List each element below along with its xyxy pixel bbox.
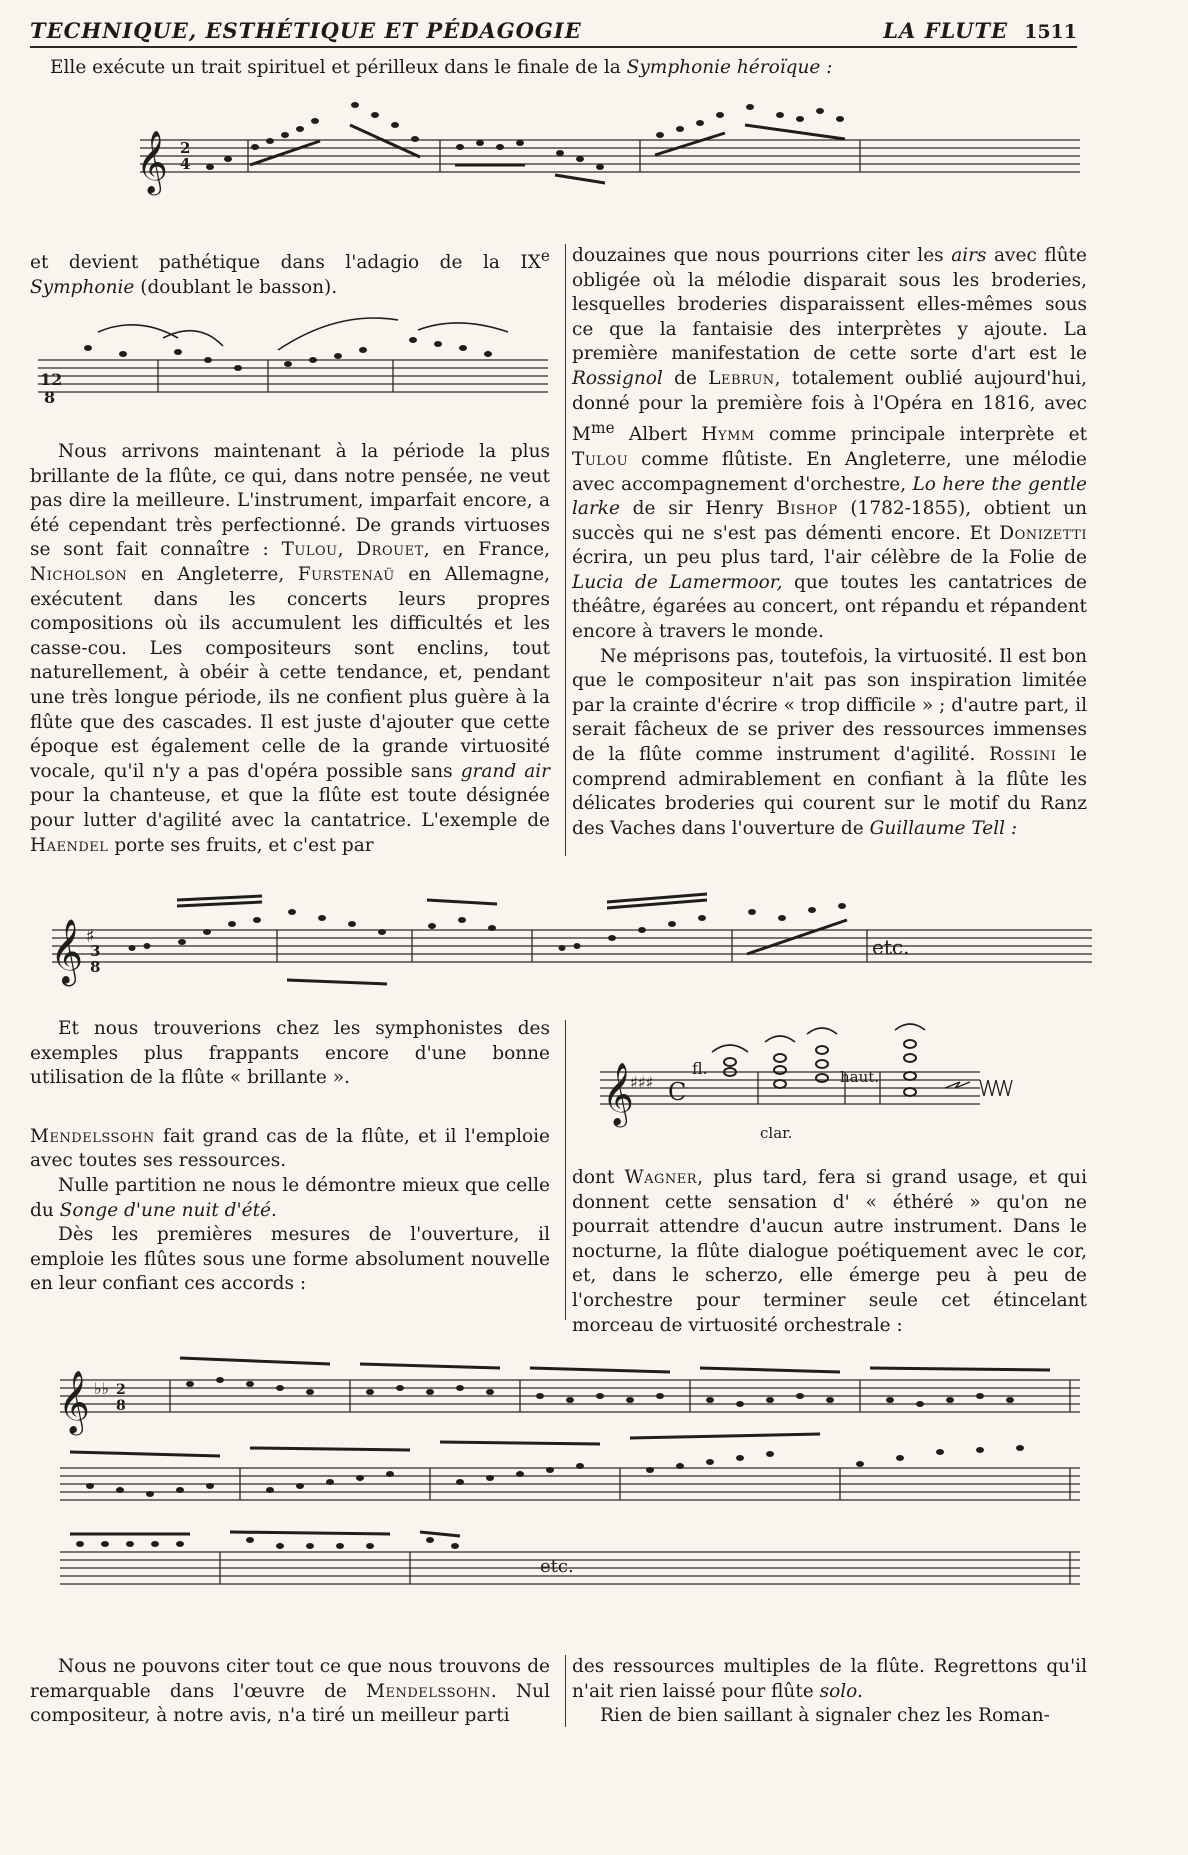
text-run: Mendelssohn (366, 1680, 491, 1702)
note-head (904, 1072, 916, 1080)
music-line (655, 133, 725, 155)
music-line (630, 1434, 820, 1438)
text-run: Dès les premières mesures de l'ouverture, il emploie les flûtes sous une forme absolument nouvelle en leur confiant ces accords : (30, 1224, 550, 1295)
note-head (378, 929, 386, 935)
staff-1 (58, 1370, 1080, 1436)
etc-label-2: etc. (540, 1556, 574, 1577)
text-run: Furstenaü (297, 563, 395, 585)
note-head (916, 1401, 924, 1407)
note-head (306, 1543, 314, 1549)
chapter-title: LA FLUTE (883, 18, 1009, 43)
staff-lines (38, 360, 548, 392)
column-divider-mid (565, 1020, 566, 1320)
note-head (826, 1397, 834, 1403)
note-head (296, 126, 304, 132)
music-line (700, 1368, 840, 1372)
text-run: me (590, 419, 615, 438)
text-run: , (337, 539, 357, 561)
note-head (126, 1541, 134, 1547)
note-head (574, 943, 581, 949)
key-signature: ♯♯♯ (630, 1073, 654, 1092)
text-run: Et nous trouverions chez les symphonistes des exemples plus frappants encore d'une bonne utilisation de la flûte « brillante ». (30, 1018, 550, 1089)
note-head (774, 1080, 786, 1088)
note-head (426, 1537, 434, 1543)
slur (895, 1024, 925, 1030)
flute-label: fl. (692, 1059, 708, 1078)
note-head (76, 1541, 84, 1547)
intro-text: Elle exécute un trait spirituel et périlleux dans le finale de la (50, 57, 627, 78)
note-head (596, 1393, 604, 1399)
note-head (86, 1483, 94, 1489)
note-head (356, 1475, 364, 1481)
note-head (351, 102, 359, 108)
note-head (886, 1397, 894, 1403)
note-head (576, 1463, 584, 1469)
note-head (204, 357, 212, 363)
text-run: que toutes les cantatrices de théâtre, égarées au concert, ont répandu et répandent encore à travers le monde. (572, 571, 1088, 643)
text-run: Hymm (701, 424, 755, 446)
note-head (456, 144, 464, 150)
note-head (309, 357, 317, 363)
note-head (724, 1058, 736, 1066)
text-run: Albert (614, 424, 702, 446)
text-run: écrira, un peu plus tard, l'air célèbre de la Folie de (572, 547, 1087, 569)
note-head (748, 909, 756, 915)
note-head (186, 1381, 194, 1387)
note-head (251, 144, 259, 150)
text-run: Rossini (989, 744, 1057, 766)
text-run: en Angleterre, (127, 563, 298, 585)
music-line (230, 1532, 390, 1534)
note-head (371, 112, 379, 118)
note-head (646, 1467, 654, 1473)
text-run: le comprend admirablement en confiant à la flûte les délicates broderies qui courent sur le motif du Ranz des Vaches dans l'ouverture de (572, 744, 1087, 839)
text-run: avec flûte obligée où la mélodie disparait sous les broderies, lesquelles broderies disparaissent elles-mêmes sous ce que la fantaisie des interprètes y ajoute. La première manifestation de cette sorte d'art est le (572, 245, 1087, 365)
paragraph (572, 645, 1087, 842)
note-head (736, 1401, 744, 1407)
note-head (246, 1537, 254, 1543)
note-head (656, 132, 664, 138)
time-sig-top: 12 (40, 370, 63, 389)
note-head (266, 138, 274, 144)
note-head (516, 140, 524, 146)
slur (418, 323, 508, 332)
notes (76, 1377, 1024, 1549)
music-line (250, 1448, 410, 1450)
note-head (936, 1449, 944, 1455)
text-run: dont (572, 1167, 625, 1188)
paragraph (30, 1174, 550, 1223)
paragraph (572, 1166, 1087, 1338)
note-head (334, 353, 342, 359)
note-head (146, 1491, 154, 1497)
music-line (420, 1532, 460, 1536)
intro-line (50, 56, 1080, 81)
text-run: Nous arrivons maintenant à la période la plus brillante de la flûte, ce qui, dans notre pensée, ne veut pas dire la meilleure. L'instrument, imparfait encore, a été cependant très perfectionné. De grands virtuoses se sont fait connaître : (30, 441, 550, 561)
staff-lines (140, 140, 1080, 172)
common-time: C (668, 1078, 687, 1106)
note-head (559, 945, 566, 951)
note-head (556, 150, 564, 156)
column-divider-top (565, 244, 566, 856)
note-head (488, 925, 496, 931)
music-line (287, 980, 387, 984)
note-head (596, 164, 604, 170)
note-head (459, 345, 467, 351)
text-run: Bishop (776, 498, 838, 520)
paragraph (30, 1125, 550, 1174)
note-head (284, 361, 292, 367)
text-run: Tulou (281, 539, 338, 561)
note-head (396, 1385, 404, 1391)
superscript: e (540, 247, 550, 265)
note-head (796, 116, 804, 122)
note-head (576, 156, 584, 162)
note-head (546, 1467, 554, 1473)
music-line (360, 1364, 500, 1368)
note-head (706, 1459, 714, 1465)
note-head (366, 1543, 374, 1549)
text-run: Lo here the gentle larke (572, 473, 1087, 520)
note-head (101, 1541, 109, 1547)
text-run: douzaines que nous pourrions citer les (572, 245, 952, 266)
paragraph (30, 1655, 550, 1729)
music-example-chords (600, 1030, 1080, 1150)
text-run: Mendelssohn (30, 1125, 155, 1147)
note-head (656, 1393, 664, 1399)
text-run: Wagner (624, 1167, 698, 1188)
treble-clef: 𝄞 (50, 919, 84, 984)
slur (807, 1028, 837, 1034)
paragraph (30, 244, 550, 300)
symphony-title: Symphonie héroïque : (626, 57, 833, 78)
note-head (696, 120, 704, 126)
text-run: Lucia de Lamermoor, (572, 571, 783, 593)
paragraph (572, 244, 1087, 645)
music-line (555, 175, 605, 183)
note-head (736, 1455, 744, 1461)
note-head (348, 921, 356, 927)
note-head (566, 1397, 574, 1403)
text-run: comme principale interprète et (754, 424, 1088, 446)
text-run: Nicholson (30, 563, 128, 585)
music-example-ninth (38, 310, 548, 420)
note-head (391, 122, 399, 128)
note-head (484, 351, 492, 357)
time-sig-top: 3 (90, 942, 101, 960)
note-head (119, 351, 127, 357)
note-head (306, 1389, 314, 1395)
note-head (253, 917, 261, 923)
slur (163, 331, 223, 346)
clar-label: clar. (760, 1124, 793, 1142)
note-head (409, 337, 417, 343)
time-sig-top: 2 (180, 139, 191, 157)
note-head (766, 1397, 774, 1403)
music-line (427, 900, 497, 904)
note-head (774, 1054, 786, 1062)
treble-clef: 𝄞 (58, 1370, 90, 1433)
staff-lines (600, 1072, 980, 1104)
text-run: comme flûtiste. En Angleterre, une mélodie avec accompagnement d'orchestre, (572, 448, 1087, 495)
text-run: (1782-1855), obtient un succès qui ne s'est pas démenti encore. Et (572, 498, 1087, 544)
note-head (224, 156, 232, 162)
music-line (747, 920, 847, 954)
note-head (296, 1483, 304, 1489)
note-head (816, 1074, 828, 1082)
text-run: fait grand cas de la flûte, et il l'emploie avec toutes ses ressources. (30, 1125, 550, 1172)
text-run: pour la chanteuse, et que la flûte est toute désignée pour lutter d'agilité avec la cantatrice. L'exemple de (30, 785, 550, 831)
slur (945, 1082, 970, 1088)
paragraph (572, 1655, 1087, 1704)
key-signature: ♭♭ (94, 1379, 110, 1398)
note-head (276, 1385, 284, 1391)
note-head (276, 1543, 284, 1549)
note-head (281, 132, 289, 138)
text-run: Tulou (572, 448, 629, 470)
note-head (904, 1054, 916, 1062)
music-line (180, 1358, 330, 1364)
note-head (176, 1487, 184, 1493)
note-head (359, 347, 367, 353)
note-head (976, 1393, 984, 1399)
note-head (796, 1393, 804, 1399)
chapter-title-group (883, 18, 1077, 43)
left-column-lower (30, 1017, 550, 1297)
text-run: Haendel (30, 834, 109, 856)
note-head (496, 144, 504, 150)
text-run: Lebrun (708, 367, 775, 389)
haut-label: haut. (840, 1068, 880, 1086)
note-head (386, 1471, 394, 1477)
text-run: Rien de bien saillant à signaler chez les Roman- (600, 1705, 1050, 1727)
note-head (716, 112, 724, 118)
text-run: Songe d'une nuit d'été. (59, 1199, 277, 1221)
adagio-text-end: (doublant le basson). (134, 276, 338, 298)
note-head (176, 1541, 184, 1547)
bottom-left-text (30, 1655, 550, 1729)
time-sig-bottom: 4 (180, 155, 191, 173)
text-run: . Nul compositeur, à notre avis, n'a tiré un meilleur parti (30, 1680, 551, 1727)
section-title: TECHNIQUE, ESTHÉTIQUE ET PÉDAGOGIE (30, 18, 582, 43)
note-head (486, 1475, 494, 1481)
note-head (228, 921, 236, 927)
paragraph (30, 440, 550, 858)
note-head (206, 1483, 214, 1489)
key-signature: ♯ (86, 926, 95, 947)
music-line (745, 125, 845, 139)
notes (129, 903, 847, 951)
text-run: de (662, 367, 709, 389)
note-head (1016, 1445, 1024, 1451)
slur (765, 1036, 795, 1042)
treble-clef: 𝄞 (602, 1062, 634, 1125)
etc-label-1: etc. (872, 935, 910, 959)
note-head (698, 915, 706, 921)
paragraph (50, 56, 1080, 81)
note-head (1006, 1397, 1014, 1403)
note-head (904, 1040, 916, 1048)
left-column-main (30, 440, 550, 858)
note-head (326, 1479, 334, 1485)
running-header (30, 14, 1077, 48)
note-head (608, 935, 616, 941)
note-head (676, 1463, 684, 1469)
time-sig-bottom: 8 (116, 1398, 126, 1414)
note-head (451, 1543, 459, 1549)
text-run: de sir Henry (619, 498, 777, 520)
music-line (530, 1368, 670, 1372)
note-head (816, 108, 824, 114)
note-head (434, 341, 442, 347)
note-head (116, 1487, 124, 1493)
symphony-ref: Symphonie (30, 276, 135, 298)
note-head (178, 939, 186, 945)
note-head (816, 1060, 828, 1068)
right-column-main (572, 244, 1087, 841)
adagio-text: et devient pathétique dans l'adagio de la IX (30, 252, 541, 274)
text-run: Ne méprisons pas, toutefois, la virtuosité. Il est bon que le compositeur n'ait pas son inspiration limitée par la crainte d'écrire « trop difficile » ; d'autre part, il serait fâcheux de se priver des ressources immenses de la flûte comme instrument d'agilité. (572, 645, 1087, 766)
music-line (177, 896, 262, 900)
treble-clef: 𝄞 (136, 130, 168, 193)
text-run: Nous ne pouvons citer tout ce que nous trouvons de remarquable dans l'œuvre de (30, 1656, 550, 1702)
text-run: en Allemagne, exécutent dans les concerts leurs propres compositions où ils accumulent les difficultés et les casse-cou. Les compositeurs sont enclins, tout naturellement, à obéir à cette tendance, et, pendant une très longue période, ils ne confient plus guère à la flûte que des cascades. Il est juste d'ajouter que cette époque est également celle de la grande virtuosité vocale, qu'il n'y a pas d'opéra possible sans (30, 563, 550, 782)
music-line (870, 1368, 1050, 1370)
note-head (426, 1389, 434, 1395)
note-head (836, 116, 844, 122)
notes (84, 337, 492, 371)
bottom-right-text (572, 1655, 1087, 1729)
music-line (440, 1442, 600, 1444)
text-run: porte ses fruits, et c'est par (108, 834, 374, 856)
note-head (366, 1389, 374, 1395)
note-head (904, 1088, 916, 1096)
note-head (129, 945, 136, 951)
note-head (486, 1389, 494, 1395)
text-run: airs (951, 245, 987, 266)
text-run: Drouet (356, 539, 424, 561)
note-head (638, 927, 646, 933)
note-head (458, 917, 466, 923)
text-run: Guillaume Tell : (869, 817, 1018, 839)
note-head (976, 1447, 984, 1453)
text-run: , totalement oublié aujourd'hui, donné pour la première fois à l'Opéra en 1816, avec M (572, 367, 1087, 446)
note-head (808, 907, 816, 913)
staff-2 (60, 1468, 1080, 1500)
text-run: , en France, (423, 539, 550, 561)
note-head (476, 140, 484, 146)
note-head (318, 915, 326, 921)
time-sig-top: 2 (116, 1382, 126, 1398)
column-divider-bottom (565, 1655, 566, 1727)
bars (170, 1380, 1070, 1584)
notes (206, 102, 844, 170)
slur (278, 318, 398, 350)
right-column-lower (572, 1166, 1087, 1338)
text-run: Rossignol (572, 367, 663, 389)
music-example-guillaume-tell (52, 880, 1092, 1000)
note-head (516, 1471, 524, 1477)
music-example-scherzo (60, 1340, 1090, 1600)
music-line (177, 902, 262, 906)
music-line (70, 1452, 220, 1456)
note-head (766, 1451, 774, 1457)
note-head (151, 1541, 159, 1547)
note-head (288, 909, 296, 915)
slur (980, 1080, 1012, 1096)
time-sig-bottom: 8 (44, 388, 56, 407)
music-line (250, 141, 320, 165)
note-head (84, 345, 92, 351)
note-head (536, 1393, 544, 1399)
note-head (336, 1543, 344, 1549)
note-head (776, 112, 784, 118)
text-run: Donizetti (999, 522, 1087, 544)
page-number: 1511 (1024, 21, 1077, 43)
note-head (774, 1066, 786, 1074)
note-head (203, 929, 211, 935)
note-head (216, 1377, 224, 1383)
text-run: grand air (460, 760, 550, 782)
slur (712, 1045, 748, 1052)
note-head (456, 1479, 464, 1485)
note-head (246, 1381, 254, 1387)
note-head (706, 1397, 714, 1403)
note-head (816, 1046, 828, 1054)
note-head (411, 136, 419, 142)
beams (70, 1358, 1050, 1536)
text-run: Nulle partition ne nous le démontre mieux que celle du (30, 1174, 550, 1221)
time-sig-bottom: 8 (90, 958, 101, 976)
note-head (676, 126, 684, 132)
note-head (428, 923, 436, 929)
note-head (946, 1397, 954, 1403)
note-head (206, 164, 214, 170)
text-run: solo. (819, 1680, 863, 1702)
text-run: , plus tard, fera si grand usage, et qui donnent cette sensation d' « éthéré » qu'on ne pourrait attendre d'aucun autre instrument. Dans le nocturne, la flûte dialogue poétiquement avec le cor, et, dans le scherzo, elle émerge peu à peu de l'orchestre pour terminer seule cet étincelant morceau de virtuosité orchestrale : (572, 1167, 1088, 1336)
music-example-eroica (136, 95, 1080, 205)
note-head (838, 903, 846, 909)
note-head (896, 1455, 904, 1461)
text-run: des ressources multiples de la flûte. Regrettons qu'il n'ait rien laissé pour flûte (572, 1656, 1087, 1702)
note-head (746, 104, 754, 110)
note-head (174, 349, 182, 355)
note-head (626, 1397, 634, 1403)
adagio-intro (30, 244, 550, 300)
note-head (311, 118, 319, 124)
note-head (778, 915, 786, 921)
note-head (456, 1385, 464, 1391)
note-head (856, 1461, 864, 1467)
note-head (668, 921, 676, 927)
music-line (350, 125, 420, 157)
note-head (234, 365, 242, 371)
note-head (144, 943, 151, 949)
note-head (266, 1487, 274, 1493)
